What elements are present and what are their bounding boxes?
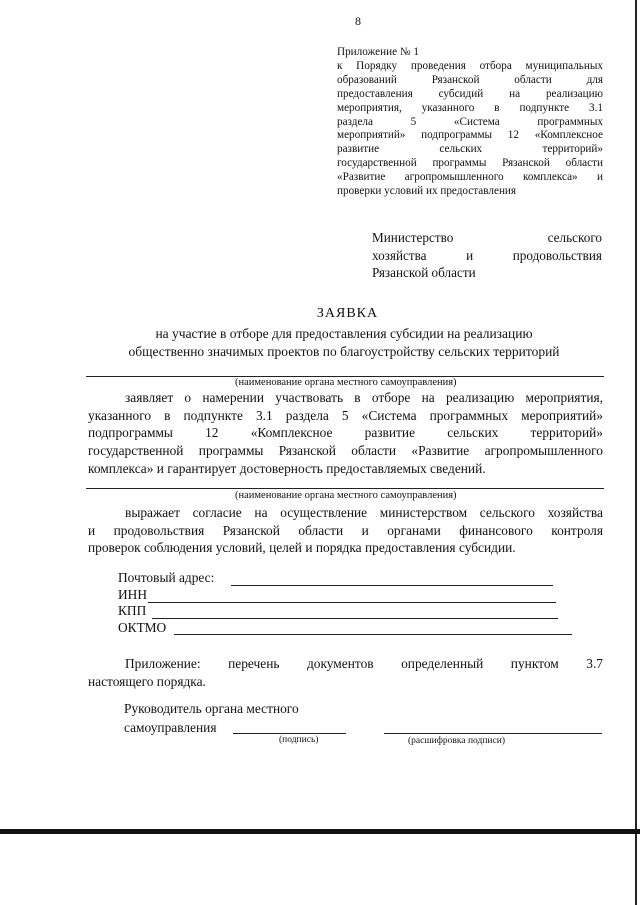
appendix-block — [337, 46, 603, 199]
oktmo-label: ОКТМО — [118, 620, 167, 635]
document-subtitle — [84, 325, 604, 361]
subtitle-line: на участие в отборе для предоставления субсидии на реализацию — [155, 326, 533, 341]
appendix-line: государственной программы Рязанской области — [337, 157, 603, 170]
paragraph-intent — [88, 389, 603, 478]
paragraph-line: заявляет о намерении участвовать в отборе на реализацию мероприятия, — [125, 390, 603, 405]
organ-name-caption-2: (наименование органа местного самоуправления) — [235, 490, 457, 501]
appendix-line: Приложение № 1 — [337, 46, 419, 58]
addressee-block — [372, 229, 602, 282]
inn-line — [148, 602, 556, 603]
kpp-line — [152, 618, 558, 619]
appendix-line: предоставления субсидий на реализацию — [337, 87, 603, 100]
attachment-line: Приложение: перечень документов определенный пунктом 3.7 — [125, 656, 603, 671]
postal-address-label: Почтовый адрес: — [118, 570, 215, 585]
paragraph-line: указанного в подпункте 3.1 раздела 5 «Система программных мероприятий» — [88, 407, 603, 423]
head-title-line: Руководитель органа местного — [124, 701, 299, 716]
organ-name-caption-1: (наименование органа местного самоуправления) — [235, 377, 457, 388]
appendix-line: развитие сельских территорий» — [337, 143, 603, 156]
signature-decoding-caption: (расшифровка подписи) — [408, 736, 505, 746]
appendix-line: проверки условий их предоставления — [337, 185, 517, 198]
paragraph-line: и продовольствия Рязанской области и органами финансового контроля — [88, 522, 603, 538]
paragraph-line: выражает согласие на осуществление министерством сельского хозяйства — [125, 505, 603, 520]
organ-name-line-2 — [86, 488, 604, 489]
addressee-line: Министерство сельского — [372, 230, 602, 245]
paragraph-line: подпрограммы 12 «Комплексное развитие сельских территорий» — [88, 425, 603, 441]
kpp-label: КПП — [118, 603, 147, 618]
page-number: 8 — [355, 14, 361, 28]
addressee-line: Рязанской области — [372, 265, 476, 280]
appendix-line: «Развитие агропромышленного комплекса» и — [337, 171, 603, 184]
signature-line — [233, 733, 346, 734]
attachment-note — [88, 655, 603, 690]
oktmo-field — [118, 620, 166, 638]
appendix-line: раздела 5 «Система программных — [337, 115, 603, 128]
signature-decoding-line — [384, 733, 602, 734]
appendix-line: к Порядку проведения отбора муниципальных — [337, 59, 603, 72]
postal-address-line — [231, 585, 553, 586]
attachment-line: настоящего порядка. — [88, 673, 206, 689]
document-title: ЗАЯВКА — [316, 306, 379, 321]
appendix-line: образований Рязанской области для — [337, 73, 603, 86]
scan-bottom-bar — [0, 829, 640, 834]
inn-label: ИНН — [118, 587, 148, 602]
appendix-line: мероприятия, указанного в подпункте 3.1 — [337, 101, 603, 114]
signature-caption: (подпись) — [279, 735, 319, 745]
subtitle-line: общественно значимых проектов по благоустройству сельских территорий — [128, 344, 560, 359]
postal-address-field — [118, 570, 214, 588]
page-edge — [635, 0, 637, 905]
oktmo-line — [174, 634, 572, 635]
head-title — [124, 700, 299, 737]
head-title-line: самоуправления — [124, 719, 217, 735]
paragraph-line: комплекса» и гарантирует достоверность предоставляемых сведений. — [88, 460, 486, 476]
paragraph-line: государственной программы Рязанской области «Развитие агропромышленного — [88, 443, 603, 459]
appendix-line: мероприятий» подпрограммы 12 «Комплексное — [337, 129, 603, 142]
kpp-field — [118, 603, 146, 621]
paragraph-line: проверок соблюдения условий, целей и порядка предоставления субсидии. — [88, 540, 516, 556]
paragraph-consent — [88, 504, 603, 557]
addressee-line: хозяйства и продовольствия — [372, 247, 602, 263]
